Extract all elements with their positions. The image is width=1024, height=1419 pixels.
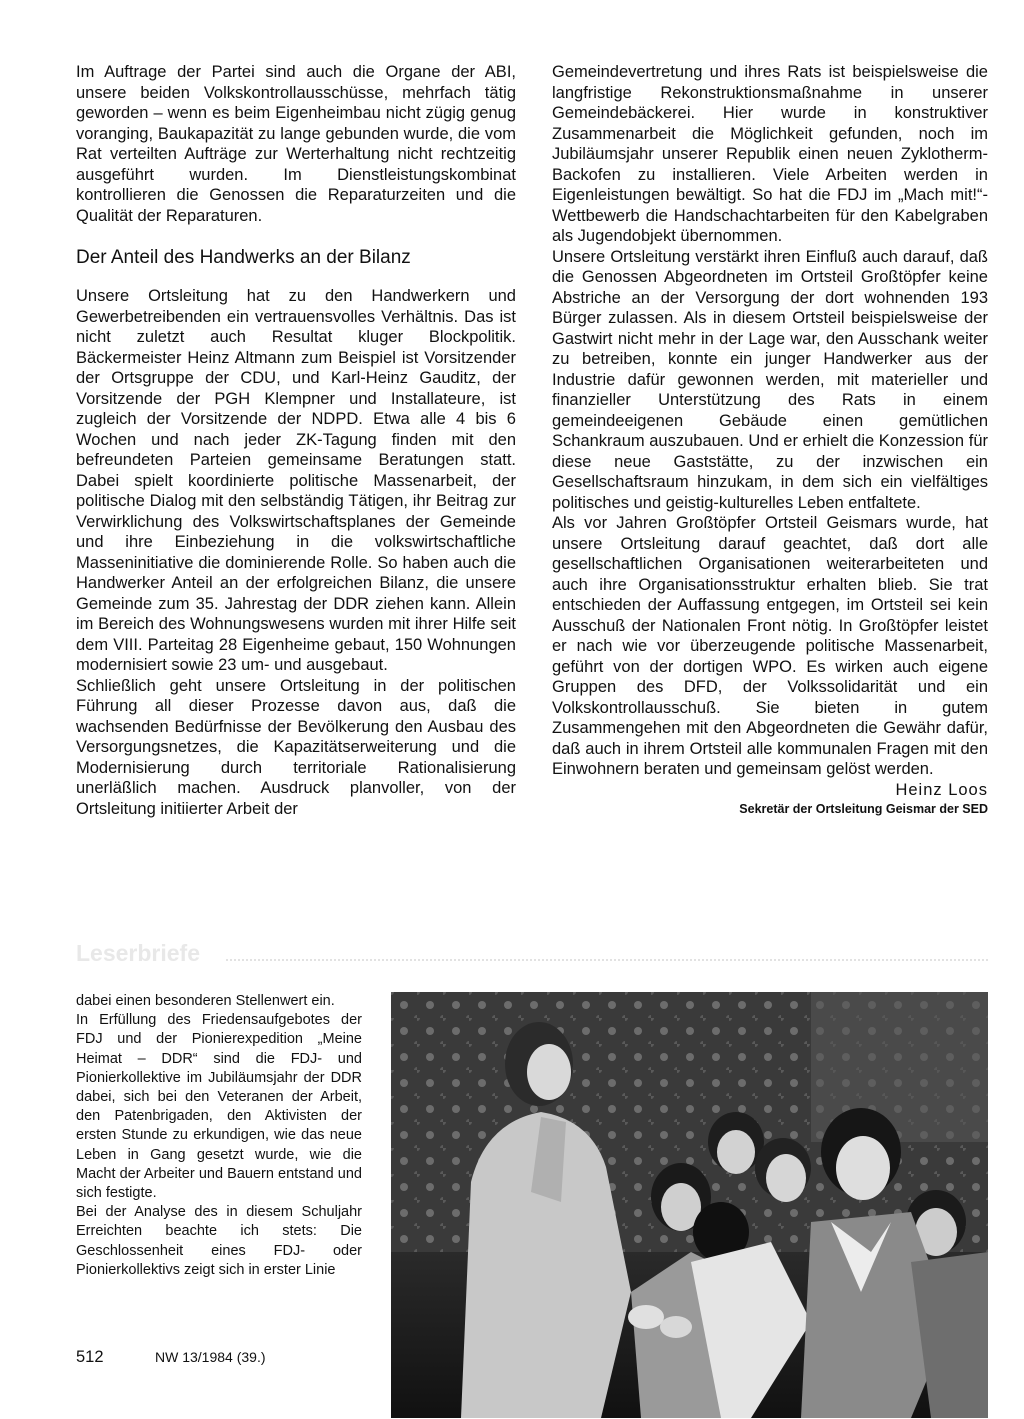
author-title: Sekretär der Ortsleitung Geismar der SED	[739, 802, 988, 816]
article-right-column	[552, 62, 988, 818]
photo-illustration	[391, 992, 988, 1418]
photo-pioneers-group	[391, 992, 988, 1418]
author-name: Heinz Loos	[895, 780, 988, 799]
paragraph: Bei der Analyse des in diesem Schuljahr Erreichten beachte ich stets: Die Geschlossenheit eines FDJ- oder Pionierkollektivs zeigt sich in erster Linie	[76, 1204, 362, 1278]
paragraph: Unsere Ortsleitung hat zu den Handwerkern und Gewerbetreibenden ein vertrauensvolles Verhältnis. Das ist nicht zuletzt auch Resultat kluger Blockpolitik. Bäckermeister Heinz Altmann zum Beispiel ist Vorsitzender der Ortsgruppe der CDU, und Karl-Heinz Gauditz, der Vorsitzende der PGH Klempner und Installateure, ist zugleich der Vorsitzende der NDPD. Etwa alle 4 bis 6 Wochen und nach jeder ZK-Tagung finden mit den befreundeten Parteien gemeinsame Beratungen statt. Dabei spielt koordinierte politische Massenarbeit, der politische Dialog mit den selbständig Tätigen, ihr Beitrag zur Verwirklichung des Volkswirtschaftsplanes der Gemeinde und ihre Einbeziehung in die volkswirtschaftliche Masseninitiative die dominierende Rolle. So haben auch die Handwerker Anteil an der erfolgreichen Bilanz, die unsere Gemeinde zum 35. Jahrestag der DDR ziehen kann. Allein im Bereich des Wohnungswesens wurden mit ihrer Hilfe seit dem VIII. Parteitag 28 Eigenheime gebaut, 150 Wohnungen modernisiert sowie 23 um- und ausgebaut.	[76, 287, 516, 674]
paragraph: Schließlich geht unsere Ortsleitung in der politischen Führung all dieser Prozesse davon aus, daß die wachsenden Bedürfnisse der Bevölkerung den Ausbau des Versorgungsnetzes, die Kapazitätserweiterung und die Modernisierung durch territoriale Rationalisierung unerläßlich machen. Ausdruck planvoller, von der Ortsleitung initiierter Arbeit der	[76, 676, 516, 818]
paragraph: dabei einen besonderen Stellenwert ein.	[76, 993, 335, 1009]
paragraph: In Erfüllung des Friedensaufgebotes der FDJ und der Pionierexpedition „Meine Heimat – DDR“ sind die FDJ- und Pionierkollektive im Jubiläumsjahr der DDR dabei, sich bei den Veteranen der Arbeit, den Patenbrigaden, den Aktivisten der ersten Stunde zu erkundigen, wie das neue Leben in Gang gesetzt wurde, wie die Macht der Arbeiter und Bauern entstand und sich festigte.	[76, 1012, 362, 1202]
issue-info: NW 13/1984 (39.)	[155, 1349, 266, 1365]
paragraph: Unsere Ortsleitung verstärkt ihren Einfluß auch darauf, daß die Genossen Abgeordneten im Ortsteil Großtöpfer keine Abstriche an der Versorgung der dort wohnenden 193 Bürger zulassen. Als in diesem Ortsteil beispielsweise der Gastwirt nicht mehr in der Lage war, den Ausschank weiter zu betreiben, konnte ein junger Handwerker aus der Industrie dafür gewonnen werden, mit materieller und finanzieller Unterstützung des Rats in einem gemeindeeigenen Gebäude einen gemütlichen Schankraum auszubauen. Und er erhielt die Konzession für diese neue Gaststätte, zu der inzwischen ein Gesellschaftsraum hinzukam, in dem sich ein vielfältiges politisches und geistig-kulturelles Leben entfaltete.	[552, 247, 988, 512]
section-header	[76, 940, 988, 970]
page-number: 512	[76, 1348, 104, 1366]
woman-face	[527, 1044, 571, 1100]
section-divider	[226, 959, 988, 961]
section-subheading: Der Anteil des Handwerks an der Bilanz	[76, 247, 411, 268]
paragraph: Gemeindevertretung und ihres Rats ist beispielsweise die langfristige Rekonstruktionsmaßnahme in unserer Gemeindebäckerei. Hier wurde in konstruktiver Zusammenarbeit die Möglichkeit gefunden, noch im Jubiläumsjahr unserer Republik einen neuen Zyklotherm-Backofen zu installieren. Viele Arbeiten werden in Eigenleistungen bewältigt. So hat die FDJ im „Mach mit!“-Wettbewerb die Handschachtarbeiten für den Kabelgraben als Jugendobjekt übernommen.	[552, 63, 988, 245]
article-left-column	[76, 62, 516, 819]
section-label: Leserbriefe	[76, 940, 208, 967]
paragraph: Als vor Jahren Großtöpfer Ortsteil Geismars wurde, hat unsere Ortsleitung darauf geachtet, daß dort alle gesellschaftlichen Organisationen weiterarbeiteten und auch ihre Organisationsstruktur erhalten blieb. Sie trat entschieden der Auffassung entgegen, im Ortsteil sei kein Ausschuß der Nationalen Front nötig. In Großtöpfer leistet er nach wie vor überzeugende politische Massenarbeit, geführt von der dortigen WPO. Es wirken auch eigene Gruppen des DFD, der Volkssolidarität und ein Volkskontrollausschuß. Sie bieten in gutem Zusammengehen mit den Abgeordneten die Gewähr dafür, daß auch in ihrem Ortsteil alle kommunalen Fragen mit den Einwohnern beraten und gemeinsam gelöst werden.	[552, 514, 988, 778]
paragraph: Im Auftrage der Partei sind auch die Organe der ABI, unsere beiden Volkskontrollausschüsse, mehrfach tätig geworden – wenn es beim Eigenheimbau nicht zügig genug voranging, Baukapazität zu lange gebunden wurde, die vom Rat verteilten Aufträge zur Werterhaltung nicht rechtzeitig ausgeführt wurden. Im Dienstleistungskombinat kontrollieren die Genossen die Reparaturzeiten und die Qualität der Reparaturen.	[76, 63, 516, 225]
letters-column	[76, 992, 362, 1280]
